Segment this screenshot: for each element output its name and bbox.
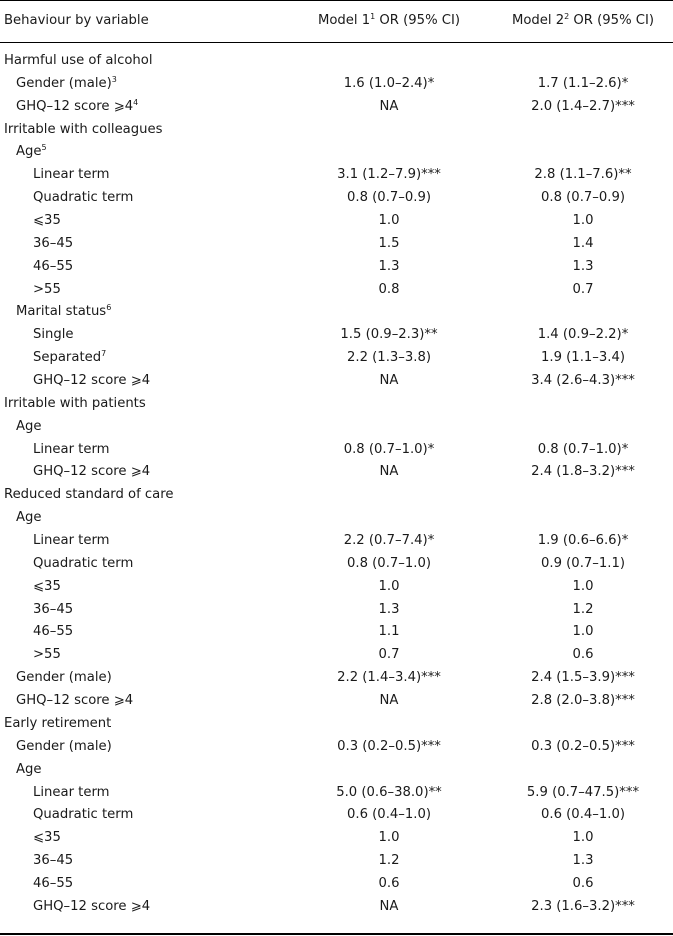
table-header [0, 1, 673, 42]
model1-value: NA [379, 693, 399, 709]
model1-value: 0.8 [378, 281, 400, 297]
row-label [33, 623, 73, 641]
model1-value: 1.3 [378, 601, 400, 617]
table-row [0, 850, 673, 873]
table-row [0, 827, 673, 850]
footnote-marker: 3 [111, 74, 117, 84]
row-label-text: Quadratic term [33, 555, 134, 571]
header-model2-label: Model 2 [511, 13, 565, 28]
row-label-text: Quadratic term [33, 190, 134, 206]
model1-value: 2.2 (1.4–3.4)*** [337, 670, 441, 686]
table-row [0, 370, 673, 393]
model2-value: 1.7 (1.1–2.6)* [537, 75, 629, 91]
table-row [0, 301, 673, 324]
row-label-text: 46–55 [33, 624, 74, 640]
row-label-text: ⩽35 [33, 578, 61, 594]
row-label [33, 258, 73, 276]
row-label [33, 441, 110, 459]
model2-value: 2.4 (1.5–3.9)*** [531, 670, 635, 686]
model1-value: 1.2 [378, 853, 400, 869]
row-label [33, 212, 61, 230]
table-row [0, 690, 673, 713]
header-model1-suffix: OR (95% CI) [375, 13, 461, 28]
table-row [0, 759, 673, 782]
model2-value: 0.8 (0.7–0.9) [541, 190, 625, 206]
table-row [0, 896, 673, 919]
model2-value: 1.0 [572, 830, 594, 846]
row-label-text: Early retirement [4, 715, 112, 731]
row-label-text: GHQ–12 score ⩾4 [33, 898, 151, 914]
model2-value: 1.0 [572, 624, 594, 640]
table-row [0, 644, 673, 667]
table-row [0, 96, 673, 119]
row-label [16, 303, 111, 321]
table-row [0, 599, 673, 622]
row-label-text: 46–55 [33, 875, 74, 891]
section-heading [4, 715, 111, 733]
table-header-rule [0, 42, 673, 43]
table-row [0, 530, 673, 553]
model1-value: 1.0 [378, 578, 400, 594]
section-heading [4, 52, 152, 70]
table-row [0, 73, 673, 96]
row-label-text: 36–45 [33, 853, 74, 869]
table-row [0, 873, 673, 896]
table-row [0, 461, 673, 484]
footnote-marker: 5 [41, 143, 47, 153]
header-model1-label: Model 1 [317, 13, 371, 28]
model1-value: NA [379, 373, 399, 389]
model1-value: 1.0 [378, 830, 400, 846]
model1-value: 0.3 (0.2–0.5)*** [337, 738, 441, 754]
table-row [0, 553, 673, 576]
row-label [33, 349, 106, 367]
header-model1-footnote: 1 [370, 12, 376, 21]
row-label [33, 166, 110, 184]
model2-value: 2.8 (2.0–3.8)*** [531, 693, 635, 709]
model2-value: 0.3 (0.2–0.5)*** [531, 738, 635, 754]
row-label-text: 36–45 [33, 601, 74, 617]
row-label-text: Gender (male) [16, 75, 112, 91]
footnote-marker: 4 [133, 97, 139, 107]
row-label-text: Gender (male) [16, 670, 112, 686]
model1-value: 5.0 (0.6–38.0)** [336, 784, 442, 800]
model2-value: 0.6 [572, 875, 594, 891]
row-label-text: Linear term [33, 533, 110, 549]
row-label [33, 852, 73, 870]
table-row [0, 736, 673, 759]
row-label [33, 875, 73, 893]
row-label [33, 898, 150, 916]
table-row [0, 256, 673, 279]
table-row [0, 804, 673, 827]
row-label [16, 761, 42, 779]
model2-value: 3.4 (2.6–4.3)*** [531, 373, 635, 389]
row-label-text: GHQ–12 score ⩾4 [33, 464, 151, 480]
table-row [0, 484, 673, 507]
header-model2 [463, 12, 673, 30]
row-label-text: Irritable with patients [4, 395, 146, 411]
row-label-text: Age [16, 510, 42, 526]
row-label [16, 418, 42, 436]
table-row [0, 210, 673, 233]
table-row [0, 576, 673, 599]
table-row [0, 713, 673, 736]
section-heading [4, 486, 174, 504]
table-row [0, 347, 673, 370]
section-heading [4, 395, 146, 413]
row-label [33, 829, 61, 847]
model1-value: 1.0 [378, 213, 400, 229]
row-label [33, 326, 74, 344]
row-label-text: GHQ–12 score ⩾4 [16, 98, 134, 114]
header-model2-footnote: 2 [564, 12, 570, 21]
row-label [33, 281, 61, 299]
row-label-text: Age [16, 144, 42, 160]
row-label-text: Gender (male) [16, 738, 112, 754]
model1-value: 0.6 (0.4–1.0) [347, 807, 431, 823]
header-variable: Behaviour by variable [4, 13, 149, 28]
row-label-text: Linear term [33, 441, 110, 457]
table-row [0, 393, 673, 416]
row-label-text: 36–45 [33, 235, 74, 251]
table-body [0, 50, 673, 919]
row-label-text: Marital status [16, 304, 107, 320]
header-model2-suffix: OR (95% CI) [569, 13, 655, 28]
model2-value: 0.7 [572, 281, 594, 297]
model2-value: 2.4 (1.8–3.2)*** [531, 464, 635, 480]
model1-value: NA [379, 464, 399, 480]
model1-value: 2.2 (1.3–3.8) [347, 350, 431, 366]
model1-value: 0.8 (0.7–1.0) [347, 555, 431, 571]
model2-value: 0.9 (0.7–1.1) [541, 555, 625, 571]
table-row [0, 416, 673, 439]
table-row [0, 233, 673, 256]
row-label [33, 646, 61, 664]
model2-value: 1.0 [572, 213, 594, 229]
row-label [16, 738, 112, 756]
table-row [0, 164, 673, 187]
row-label [16, 669, 112, 687]
table-row [0, 782, 673, 805]
model2-value: 5.9 (0.7–47.5)*** [526, 784, 640, 800]
model2-value: 1.9 (1.1–3.4) [541, 350, 625, 366]
model2-value: 1.4 [572, 235, 594, 251]
footnote-marker: 6 [106, 303, 112, 313]
model2-value: 1.2 [572, 601, 594, 617]
table-row [0, 667, 673, 690]
row-label [33, 532, 110, 550]
row-label-text: ⩽35 [33, 830, 61, 846]
table-row [0, 279, 673, 302]
row-label [33, 578, 61, 596]
table-row [0, 50, 673, 73]
model1-value: 1.5 [378, 235, 400, 251]
row-label [33, 784, 110, 802]
model2-value: 1.0 [572, 578, 594, 594]
table-row [0, 141, 673, 164]
table-row [0, 324, 673, 347]
model1-value: 1.3 [378, 258, 400, 274]
row-label-text: 46–55 [33, 258, 74, 274]
row-label-text: Linear term [33, 784, 110, 800]
row-label [33, 463, 150, 481]
row-label [33, 372, 150, 390]
section-heading [4, 121, 162, 139]
row-label-text: Quadratic term [33, 807, 134, 823]
model2-value: 1.3 [572, 258, 594, 274]
row-label [16, 75, 117, 93]
row-label-text: Age [16, 418, 42, 434]
model2-value: 1.3 [572, 853, 594, 869]
model2-value: 0.6 [572, 647, 594, 663]
row-label-text: GHQ–12 score ⩾4 [16, 693, 134, 709]
row-label [33, 555, 133, 573]
row-label [16, 98, 138, 116]
table-row [0, 621, 673, 644]
model1-value: 0.8 (0.7–1.0)* [343, 441, 435, 457]
row-label [16, 143, 47, 161]
model1-value: 0.6 [378, 875, 400, 891]
model2-value: 0.6 (0.4–1.0) [541, 807, 625, 823]
row-label-text: >55 [33, 281, 61, 297]
table-row [0, 187, 673, 210]
row-label [33, 189, 133, 207]
row-label-text: ⩽35 [33, 213, 61, 229]
row-label-text: >55 [33, 647, 61, 663]
row-label-text: Single [33, 327, 74, 343]
model1-value: 2.2 (0.7–7.4)* [343, 533, 435, 549]
model1-value: 0.7 [378, 647, 400, 663]
table-bottom-rule [0, 933, 673, 935]
row-label [33, 806, 133, 824]
table-row [0, 119, 673, 142]
table-row [0, 439, 673, 462]
row-label-text: Linear term [33, 167, 110, 183]
table-row [0, 507, 673, 530]
row-label-text: Irritable with colleagues [4, 121, 163, 137]
row-label [33, 601, 73, 619]
model2-value: 2.0 (1.4–2.7)*** [531, 98, 635, 114]
model2-value: 2.3 (1.6–3.2)*** [531, 898, 635, 914]
row-label-text: Separated [33, 350, 102, 366]
model1-value: NA [379, 898, 399, 914]
row-label-text: GHQ–12 score ⩾4 [33, 373, 151, 389]
model1-value: NA [379, 98, 399, 114]
row-label [33, 235, 73, 253]
row-label [16, 509, 42, 527]
model2-value: 1.9 (0.6–6.6)* [537, 533, 629, 549]
model1-value: 1.5 (0.9–2.3)** [340, 327, 438, 343]
row-label-text: Age [16, 761, 42, 777]
model2-value: 2.8 (1.1–7.6)** [534, 167, 632, 183]
model1-value: 3.1 (1.2–7.9)*** [337, 167, 441, 183]
row-label-text: Harmful use of alcohol [4, 53, 153, 68]
model1-value: 1.1 [378, 624, 400, 640]
footnote-marker: 7 [101, 349, 107, 359]
model1-value: 1.6 (1.0–2.4)* [343, 75, 435, 91]
row-label [16, 692, 133, 710]
model2-value: 0.8 (0.7–1.0)* [537, 441, 629, 457]
row-label-text: Reduced standard of care [4, 487, 174, 503]
model2-value: 1.4 (0.9–2.2)* [537, 327, 629, 343]
model1-value: 0.8 (0.7–0.9) [347, 190, 431, 206]
